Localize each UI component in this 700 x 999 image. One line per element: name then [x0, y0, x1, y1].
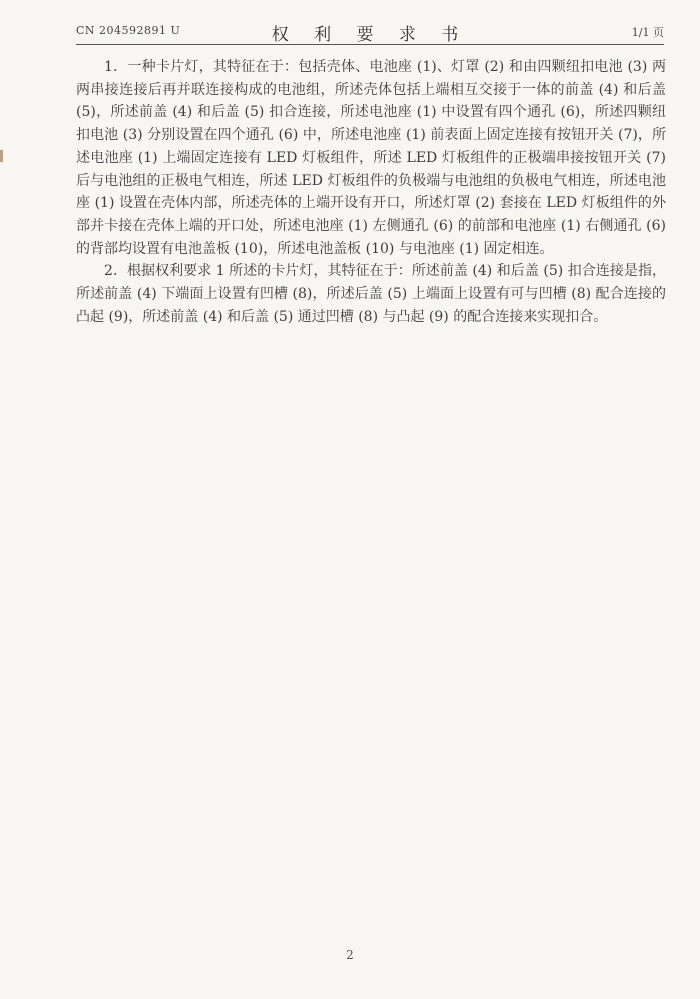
claim-1: 1．一种卡片灯，其特征在于：包括壳体、电池座 (1)、灯罩 (2) 和由四颗纽扣电池 (3) 两两串接连接后再并联连接构成的电池组，所述壳体包括上端相互交接于一体的前盖 (4) 和后盖 (5)，所述前盖 (4) 和后盖 (5) 扣合连接，所述电池座 (1) 中设置有四个通孔 (6)，所述四颗纽扣电池 (3) 分别设置在四个通孔 (6) 中，所述电池座 (1) 前表面上固定连接有按钮开关 (7)，所述电池座 (1) 上端固定连接有 LED 灯板组件，所述 LED 灯板组件的正极端串接按钮开关 (7) 后与电池组的正极电气相连，所述 LED 灯板组件的负极端与电池组的负极电气相连，所述电池座 (1) 设置在壳体内部，所述壳体的上端开设有开口，所述灯罩 (2) 套接在 LED 灯板组件的外部并卡接在壳体上端的开口处，所述电池座 (1) 左侧通孔 (6) 的前部和电池座 (1) 右侧通孔 (6) 的背部均设置有电池盖板 (10)，所述电池盖板 (10) 与电池座 (1) 固定相连。 — [76, 59, 666, 257]
page-header — [76, 20, 664, 45]
page-count: 1/1 页 — [631, 26, 664, 39]
header-divider — [76, 44, 664, 45]
page-number: 2 — [346, 948, 354, 962]
publication-number: CN 204592891 U — [76, 24, 181, 37]
scan-artifact — [0, 150, 3, 162]
page-title: 权 利 要 求 书 — [271, 25, 469, 45]
claim-2: 2．根据权利要求 1 所述的卡片灯，其特征在于：所述前盖 (4) 和后盖 (5) 扣合连接是指，所述前盖 (4) 下端面上设置有凹槽 (8)，所述后盖 (5) 上端面上设置有可与凹槽 (8) 配合连接的凸起 (9)，所述前盖 (4) 和后盖 (5) 通过凹槽 (8) 与凸起 (9) 的配合连接来实现扣合。 — [76, 263, 666, 325]
claims-body — [76, 56, 666, 328]
